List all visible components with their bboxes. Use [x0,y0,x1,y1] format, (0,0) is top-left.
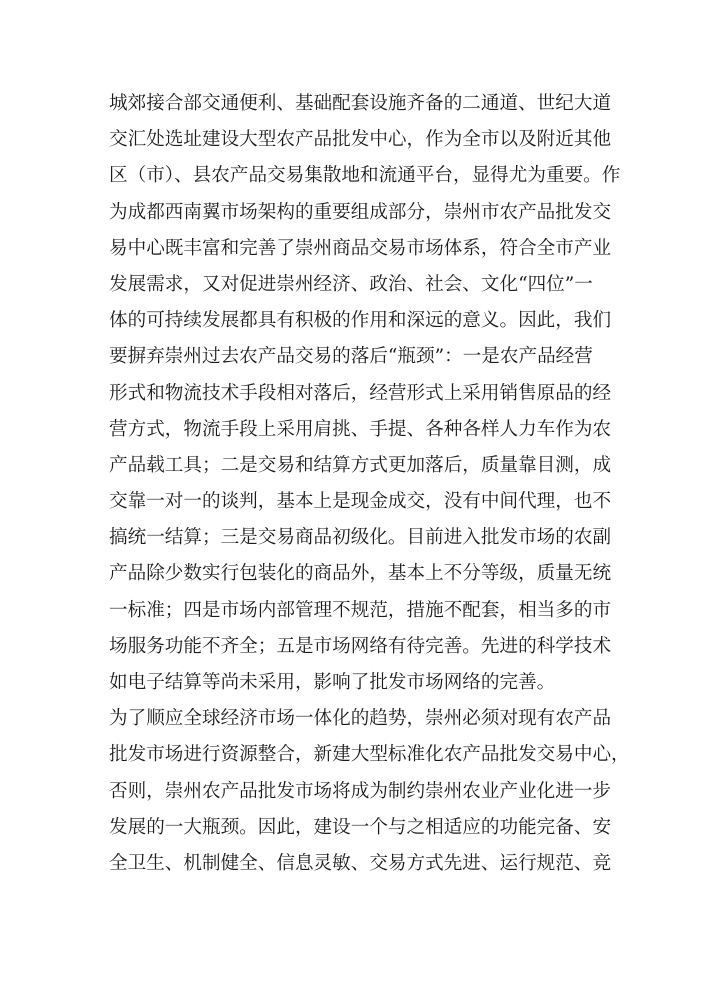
text-line: 交靠一对一的谈判，基本上是现金成交，没有中间代理，也不 [109,491,612,513]
text-line: 如电子结算等尚未采用，影响了批发市场网络的完善。 [109,672,556,693]
text-line: 城郊接合部交通便利、基础配套设施齐备的二通道、世纪大道 [109,93,612,114]
text-line: 产品除少数实行包装化的商品外，基本上不分等级，质量无统 [109,563,612,585]
text-line: 形式和物流技术手段相对落后，经营形式上采用销售原品的经 [109,382,612,404]
text-line: 发展的一大瓶颈。因此，建设一个与之相适应的功能完备、安 [109,816,612,838]
text-line: 营方式，物流手段上采用肩挑、手提、各种各样人力车作为农 [109,418,612,440]
text-line: 易中心既丰富和完善了崇州商品交易市场体系，符合全市产业 [109,237,612,259]
text-line: 发展需求，又对促进崇州经济、政治、社会、文化“四位”一 [109,273,593,295]
text-line: 交汇处选址建设大型农产品批发中心，作为全市以及附近其他 [109,129,612,151]
text-line: 为成都西南翼市场架构的重要组成部分，崇州市农产品批发交 [109,201,612,223]
text-line: 为了顺应全球经济市场一体化的趋势，崇州必须对现有农产品 [109,708,612,730]
text-line: 要摒弃崇州过去农产品交易的落后“瓶颈”：一是农产品经营 [109,346,593,368]
body-text [109,86,630,882]
text-line: 体的可持续发展都具有积极的作用和深远的意义。因此，我们 [109,310,612,332]
text-line: 搞统一结算；三是交易商品初级化。目前进入批发市场的农副 [109,527,612,549]
text-line: 全卫生、机制健全、信息灵敏、交易方式先进、运行规范、竞 [109,852,612,874]
text-line: 区（市）、县农产品交易集散地和流通平台，显得尤为重要。作 [109,165,621,187]
text-line: 场服务功能不齐全；五是市场网络有待完善。先进的科学技术 [109,635,612,657]
text-line: 否则，崇州农产品批发市场将成为制约崇州农业产业化进一步 [109,780,612,802]
text-line: 产品载工具；二是交易和结算方式更加落后，质量靠目测，成 [109,454,612,476]
text-line: 批发市场进行资源整合，新建大型标准化农产品批发交易中心， [109,744,630,766]
text-line: 一标准；四是市场内部管理不规范，措施不配套，相当多的市 [109,599,612,621]
